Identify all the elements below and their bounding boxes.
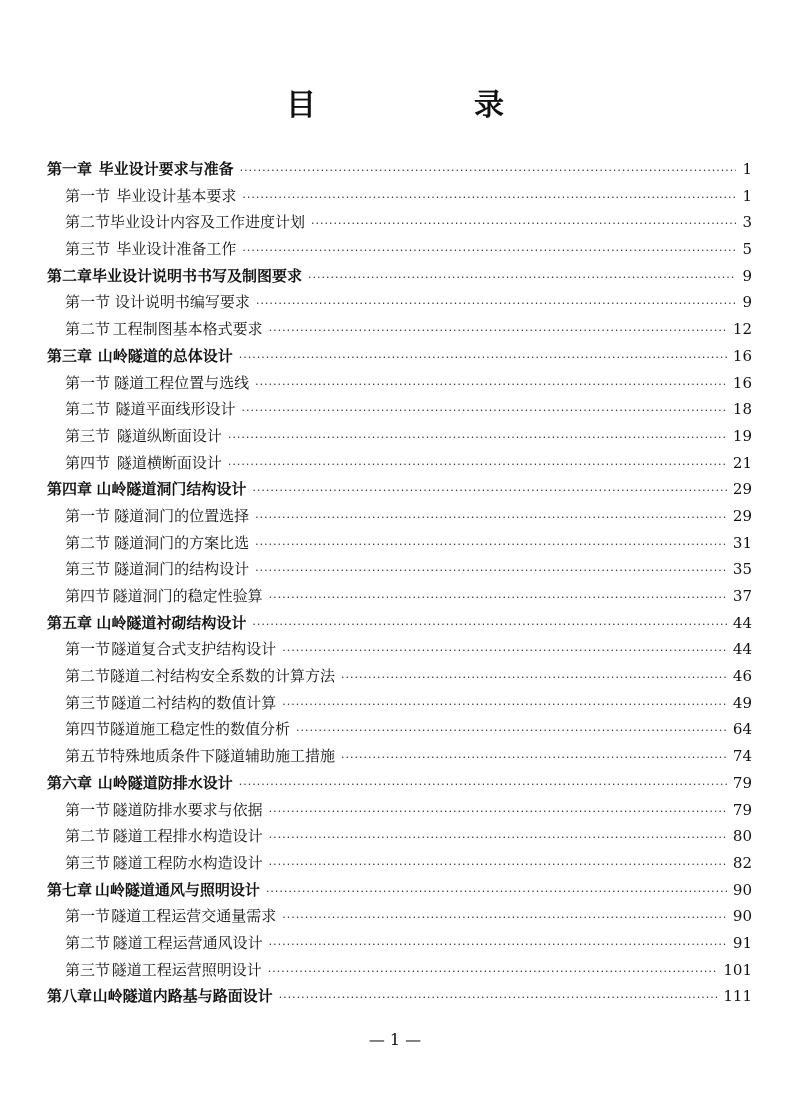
toc-page-number: 18 <box>732 400 752 419</box>
toc-section-entry <box>47 452 752 479</box>
toc-entry-title: 隧道二衬结构安全系数的计算方法 <box>110 667 336 686</box>
dot-leader <box>308 271 736 284</box>
dot-leader <box>269 938 727 951</box>
toc-page-number: 5 <box>742 240 752 259</box>
toc-page-number: 1 <box>742 160 752 178</box>
toc-page-number: 16 <box>732 373 752 392</box>
toc-entry-label: 第二章 <box>47 266 93 285</box>
toc-entry-title: 隧道工程运营通风设计 <box>112 933 263 952</box>
dot-leader <box>228 431 727 444</box>
dot-leader <box>341 671 727 684</box>
toc-section-entry <box>47 211 752 238</box>
dot-leader <box>269 858 727 871</box>
toc-section-entry <box>47 532 752 559</box>
dot-leader <box>341 751 727 764</box>
toc-section-entry <box>47 398 752 425</box>
dot-leader <box>255 564 727 577</box>
toc-section-entry <box>47 585 752 612</box>
toc-section-entry <box>47 291 752 318</box>
dot-leader <box>228 458 727 471</box>
dot-leader <box>282 698 727 711</box>
toc-entry-title: 隧道工程防水构造设计 <box>112 853 263 872</box>
toc-page-number: 80 <box>732 827 752 846</box>
toc-entry-label: 第四节 <box>65 720 111 739</box>
toc-entry-title: 毕业设计基本要求 <box>116 186 237 205</box>
toc-entry-title: 隧道二衬结构的数值计算 <box>111 693 277 712</box>
toc-chapter-entry <box>47 985 752 1012</box>
toc-entry-title: 山岭隧道的总体设计 <box>97 346 233 365</box>
toc-page-number: 111 <box>723 987 752 1006</box>
table-of-contents <box>47 158 752 1012</box>
toc-page-number: 49 <box>732 693 752 712</box>
toc-page-number: 74 <box>732 747 752 766</box>
dot-leader <box>242 191 736 204</box>
toc-entry-title: 隧道洞门的结构设计 <box>114 560 250 579</box>
dot-leader <box>269 831 727 844</box>
toc-section-entry <box>47 558 752 585</box>
toc-entry-title: 毕业设计准备工作 <box>116 240 237 259</box>
dot-leader <box>240 164 736 177</box>
toc-entry-label: 第四章 <box>47 480 93 499</box>
toc-entry-label: 第一节 <box>65 373 111 392</box>
toc-page-number: 79 <box>732 800 752 819</box>
toc-section-entry <box>47 959 752 986</box>
toc-page-number: 19 <box>732 426 752 445</box>
toc-section-entry <box>47 372 752 399</box>
page-number-footer: — 1 — <box>368 1030 422 1049</box>
toc-entry-title: 隧道平面线形设计 <box>115 400 236 419</box>
toc-page-number: 16 <box>732 346 752 365</box>
dot-leader <box>241 404 726 417</box>
toc-page-number: 12 <box>732 320 752 339</box>
toc-entry-label: 第三章 <box>47 346 93 365</box>
toc-section-entry <box>47 852 752 879</box>
toc-entry-label: 第六章 <box>47 773 93 792</box>
toc-entry-label: 第一节 <box>65 186 111 205</box>
dot-leader <box>269 591 727 604</box>
toc-section-entry <box>47 799 752 826</box>
toc-page-number: 101 <box>723 960 752 979</box>
toc-entry-label: 第三节 <box>65 426 111 445</box>
toc-entry-label: 第一章 <box>47 160 93 178</box>
dot-leader <box>269 805 727 818</box>
toc-entry-label: 第三节 <box>65 693 111 712</box>
toc-chapter-entry <box>47 478 752 505</box>
toc-section-entry <box>47 745 752 772</box>
toc-section-entry <box>47 185 752 212</box>
dot-leader <box>282 644 727 657</box>
toc-section-entry <box>47 825 752 852</box>
toc-page-number: 1 <box>742 186 752 205</box>
toc-entry-title: 毕业设计要求与准备 <box>98 160 234 178</box>
toc-chapter-entry <box>47 345 752 372</box>
toc-entry-label: 第二节 <box>65 320 111 339</box>
toc-entry-title: 特殊地质条件下隧道辅助施工措施 <box>110 747 336 766</box>
toc-section-entry <box>47 638 752 665</box>
toc-entry-title: 山岭隧道通风与照明设计 <box>94 880 260 899</box>
toc-entry-label: 第三节 <box>65 240 111 259</box>
toc-entry-title: 隧道纵断面设计 <box>116 426 222 445</box>
toc-page-number: 46 <box>732 667 752 686</box>
toc-section-entry <box>47 932 752 959</box>
toc-entry-title: 工程制图基本格式要求 <box>112 320 263 339</box>
toc-page-number: 3 <box>742 213 752 232</box>
toc-entry-title: 隧道横断面设计 <box>116 453 222 472</box>
toc-page-number: 44 <box>732 613 752 632</box>
toc-entry-title: 隧道施工稳定性的数值分析 <box>110 720 291 739</box>
toc-chapter-entry <box>47 265 752 292</box>
toc-page-number: 90 <box>732 880 752 899</box>
toc-section-entry <box>47 505 752 532</box>
toc-page-number: 91 <box>732 933 752 952</box>
toc-entry-label: 第四节 <box>65 587 111 605</box>
toc-entry-title: 隧道工程运营照明设计 <box>111 960 262 979</box>
toc-section-entry <box>47 692 752 719</box>
dot-leader <box>296 724 727 737</box>
toc-page-number: 82 <box>732 853 752 872</box>
dot-leader <box>266 885 727 898</box>
toc-section-entry <box>47 318 752 345</box>
toc-section-entry <box>47 905 752 932</box>
toc-page-number: 9 <box>742 266 752 285</box>
toc-page-number: 21 <box>732 453 752 472</box>
toc-entry-label: 第二节 <box>65 933 111 952</box>
toc-page-number: 31 <box>732 533 752 552</box>
dot-leader <box>279 991 718 1004</box>
toc-entry-title: 山岭隧道防排水设计 <box>97 773 233 792</box>
toc-entry-label: 第二节 <box>65 533 111 552</box>
dot-leader <box>255 378 727 391</box>
dot-leader <box>252 484 727 497</box>
toc-page-number: 29 <box>732 480 752 499</box>
toc-entry-label: 第二节 <box>65 667 111 686</box>
toc-page-number: 79 <box>732 773 752 792</box>
toc-entry-label: 第三节 <box>65 853 111 872</box>
toc-section-entry <box>47 718 752 745</box>
toc-entry-title: 隧道工程排水构造设计 <box>112 827 263 846</box>
toc-entry-label: 第七章 <box>47 880 93 899</box>
toc-entry-label: 第二节 <box>65 213 111 232</box>
toc-page-number: 64 <box>732 720 752 739</box>
toc-entry-label: 第三节 <box>65 960 111 979</box>
dot-leader <box>269 324 727 337</box>
dot-leader <box>239 778 727 791</box>
toc-entry-title: 毕业设计内容及工作进度计划 <box>110 213 306 232</box>
toc-page-number: 37 <box>732 587 752 605</box>
toc-chapter-entry <box>47 879 752 906</box>
dot-leader <box>239 351 727 364</box>
toc-entry-label: 第五节 <box>65 747 111 766</box>
dot-leader <box>252 618 727 631</box>
toc-entry-label: 第一节 <box>65 506 111 525</box>
dot-leader <box>282 911 727 924</box>
toc-entry-title: 隧道复合式支护结构设计 <box>111 640 277 659</box>
dot-leader <box>268 965 718 978</box>
toc-entry-title: 毕业设计说明书书写及制图要求 <box>92 266 303 285</box>
toc-entry-label: 第二节 <box>65 400 111 419</box>
toc-page-number: 90 <box>732 907 752 926</box>
toc-entry-label: 第一节 <box>65 907 111 926</box>
toc-entry-label: 第一节 <box>65 293 111 312</box>
toc-entry-label: 第四节 <box>65 453 111 472</box>
dot-leader <box>311 217 736 230</box>
toc-section-entry <box>47 425 752 452</box>
dot-leader <box>242 244 736 257</box>
page-title: 目 录 <box>286 88 568 123</box>
toc-entry-title: 山岭隧道衬砌结构设计 <box>96 613 247 632</box>
toc-chapter-entry <box>47 612 752 639</box>
toc-entry-label: 第一节 <box>65 640 111 659</box>
toc-entry-label: 第八章 <box>47 987 93 1006</box>
toc-entry-title: 隧道工程位置与选线 <box>114 373 250 392</box>
toc-entry-label: 第二节 <box>65 827 111 846</box>
dot-leader <box>255 511 727 524</box>
toc-page-number: 44 <box>732 640 752 659</box>
toc-page-number: 29 <box>732 506 752 525</box>
toc-page-number: 9 <box>742 293 752 312</box>
toc-entry-title: 设计说明书编写要求 <box>114 293 250 312</box>
toc-section-entry <box>47 238 752 265</box>
toc-entry-label: 第三节 <box>65 560 111 579</box>
toc-entry-title: 隧道防排水要求与依据 <box>112 800 263 819</box>
toc-entry-title: 山岭隧道洞门结构设计 <box>96 480 247 499</box>
toc-entry-label: 第五章 <box>47 613 93 632</box>
toc-entry-label: 第一节 <box>65 800 111 819</box>
toc-entry-title: 隧道工程运营交通量需求 <box>111 907 277 926</box>
dot-leader <box>255 538 727 551</box>
dot-leader <box>256 297 736 310</box>
toc-entry-title: 隧道洞门的方案比选 <box>114 533 250 552</box>
toc-entry-title: 隧道洞门的位置选择 <box>114 506 250 525</box>
toc-section-entry <box>47 665 752 692</box>
toc-page-number: 35 <box>732 560 752 579</box>
toc-entry-title: 山岭隧道内路基与路面设计 <box>92 987 273 1006</box>
toc-chapter-entry <box>47 158 752 185</box>
toc-chapter-entry <box>47 772 752 799</box>
toc-entry-title: 隧道洞门的稳定性验算 <box>112 587 263 605</box>
